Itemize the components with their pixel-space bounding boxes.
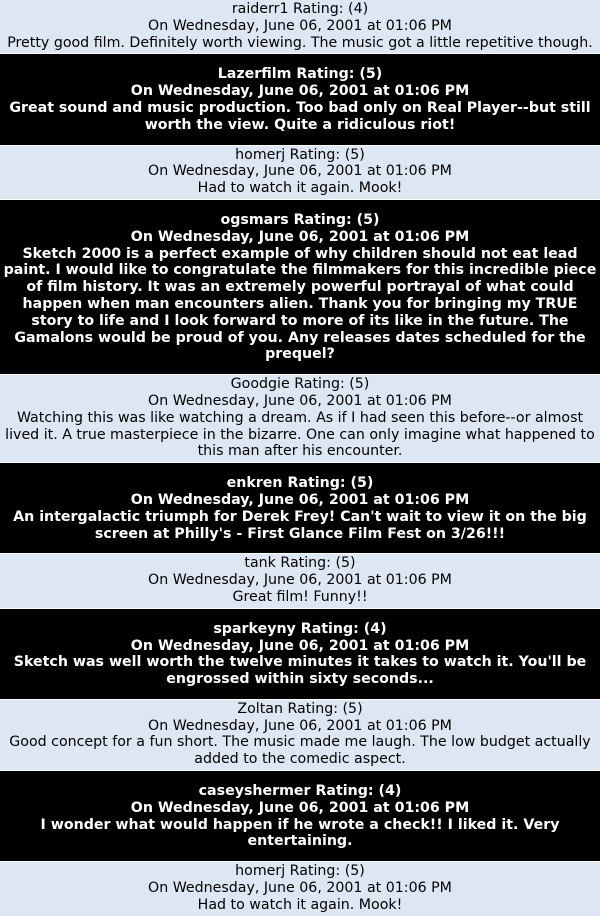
review-rating: (5) (344, 863, 365, 880)
review-header (3, 783, 597, 800)
review-username: tank (244, 555, 276, 572)
review-rating-label: Rating: (289, 863, 341, 880)
review-header (3, 475, 597, 492)
review-date: On Wednesday, June 06, 2001 at 01:06 PM (130, 491, 470, 508)
review-username: raiderr1 (231, 1, 289, 17)
review-text: Pretty good film. Definitely worth viewing. The music got a little repetitive though. (7, 34, 593, 51)
review-rating: (5) (342, 700, 363, 717)
review-rating-label: Rating: (293, 1, 344, 17)
review-username: sparkeyny (213, 620, 296, 637)
review-rating: (5) (350, 475, 374, 492)
review-username: enkren (226, 475, 283, 492)
review-username: caseyshermer (198, 783, 311, 800)
review-rating: (5) (359, 66, 383, 83)
review-header (3, 212, 597, 229)
review-text: Sketch was well worth the twelve minutes it takes to watch it. You'll be engrossed within sixty seconds... (13, 654, 587, 688)
review-rating: (5) (344, 146, 365, 163)
review-text: Sketch 2000 is a perfect example of why children should not eat lead paint. I would like to congratulate the filmmakers for this incredible piece of film history. It was an extremely powerful portrayal of what could happen when man encounters alien. Thank you for bringing my TRUE story to life and I look forward to more of its like in the future. The Gamalons would be proud of you. Any releases dates scheduled for the prequel? (3, 245, 597, 363)
review-text: An intergalactic triumph for Derek Frey! Can't wait to view it on the big screen at Philly's - First Glance Film Fest on 3/26!!! (13, 508, 587, 542)
review-rating-label: Rating: (293, 211, 352, 228)
review-entry (0, 862, 600, 915)
review-rating-label: Rating: (300, 620, 359, 637)
review-header (3, 555, 597, 572)
review-entry (0, 146, 600, 199)
review-date: On Wednesday, June 06, 2001 at 01:06 PM (148, 17, 452, 34)
review-header (3, 376, 597, 393)
review-username: homerj (235, 863, 286, 880)
review-rating-label: Rating: (287, 700, 338, 717)
review-username: Zoltan (237, 700, 283, 717)
review-header (3, 863, 597, 880)
review-date: On Wednesday, June 06, 2001 at 01:06 PM (148, 880, 452, 897)
review-rating-label: Rating: (287, 475, 346, 492)
review-entry (0, 700, 600, 770)
review-entry (0, 771, 600, 861)
review-entry (0, 200, 600, 374)
review-username: Lazerfilm (217, 66, 292, 83)
review-text: Great sound and music production. Too bad only on Real Player--but still worth the view. Quite a ridiculous riot! (9, 99, 591, 133)
review-rating-label: Rating: (296, 66, 355, 83)
review-header (3, 1, 597, 18)
review-entry (0, 54, 600, 144)
review-date: On Wednesday, June 06, 2001 at 01:06 PM (130, 637, 470, 654)
review-entry (0, 554, 600, 607)
review-entry (0, 375, 600, 462)
review-rating: (4) (348, 1, 369, 17)
review-text: Had to watch it again. Mook! (197, 180, 403, 197)
review-header (3, 66, 597, 83)
review-entry (0, 609, 600, 699)
review-username: homerj (235, 146, 286, 163)
review-rating: (5) (356, 211, 380, 228)
review-text: Watching this was like watching a dream. As if I had seen this before--or almost lived it. A true masterpiece in the bizarre. One can only imagine what happened to this man after his encounter. (5, 409, 595, 460)
review-date: On Wednesday, June 06, 2001 at 01:06 PM (148, 392, 452, 409)
review-date: On Wednesday, June 06, 2001 at 01:06 PM (148, 572, 452, 589)
review-rating-label: Rating: (294, 376, 345, 393)
review-entry (0, 463, 600, 553)
review-text: Had to watch it again. Mook! (197, 896, 403, 913)
review-rating-label: Rating: (280, 555, 331, 572)
review-header (3, 701, 597, 718)
review-username: ogsmars (220, 211, 289, 228)
review-text: Good concept for a fun short. The music made me laugh. The low budget actually added to the comedic aspect. (9, 734, 591, 768)
review-header (3, 621, 597, 638)
review-rating-label: Rating: (315, 783, 374, 800)
review-header (3, 147, 597, 164)
review-date: On Wednesday, June 06, 2001 at 01:06 PM (130, 83, 470, 100)
review-date: On Wednesday, June 06, 2001 at 01:06 PM (130, 799, 470, 816)
review-text: Great film! Funny!! (232, 588, 368, 605)
review-date: On Wednesday, June 06, 2001 at 01:06 PM (148, 717, 452, 734)
review-username: Goodgie (230, 376, 290, 393)
review-rating: (4) (378, 783, 402, 800)
review-date: On Wednesday, June 06, 2001 at 01:06 PM (130, 228, 470, 245)
review-rating: (5) (335, 555, 356, 572)
review-rating: (5) (349, 376, 370, 393)
review-date: On Wednesday, June 06, 2001 at 01:06 PM (148, 163, 452, 180)
review-entry (0, 0, 600, 53)
review-text: I wonder what would happen if he wrote a check!! I liked it. Very entertaining. (40, 816, 560, 850)
review-rating: (4) (363, 620, 387, 637)
review-rating-label: Rating: (289, 146, 341, 163)
